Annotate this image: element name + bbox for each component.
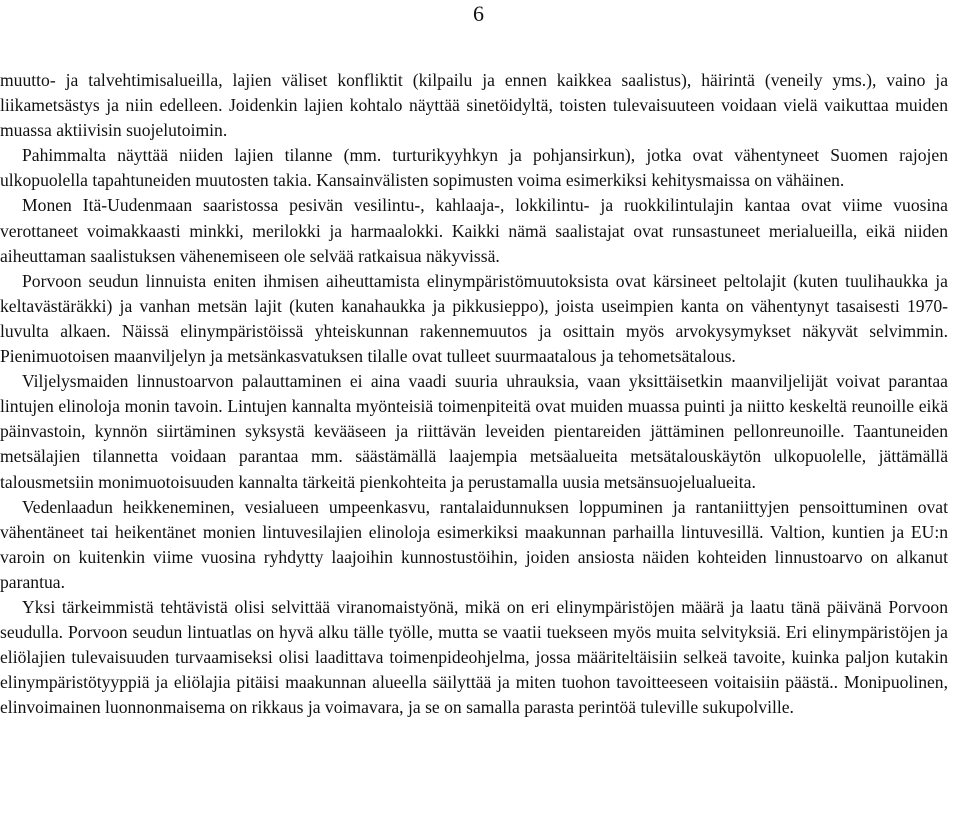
paragraph-continuation: muutto- ja talvehtimisalueilla, lajien väliset konfliktit (kilpailu ja ennen kaikkea saalistus), häirintä (veneily yms.), vaino ja liikametsästys ja niin edelleen. Joidenkin lajien kohtalo näyttää sinetöidyltä, toisten tulevaisuuteen voidaan vielä vaikuttaa muiden muassa aktiivisin suojelutoimin.	[0, 70, 948, 141]
paragraph: Viljelysmaiden linnustoarvon palauttaminen ei aina vaadi suuria uhrauksia, vaan yksittäisetkin maanviljelijät voivat parantaa lintujen elinoloja monin tavoin. Lintujen kannalta myönteisiä toimenpiteitä ovat muiden muassa puinti ja niitto keskeltä reunoille eikä päinvastoin, kynnön siirtäminen syksystä kevääseen ja riittävän leveiden pientareiden jättäminen pellonreunoille. Taantuneiden metsälajien tilannetta voidaan parantaa mm. säästämällä laajempia metsäalueita metsätalouskäytön ulkopuolelle, jättämällä talousmetsiin monimuotoisuuden kannalta tärkeitä pienkohteita ja perustamalla uusia metsänsuojelualueita.	[0, 371, 948, 492]
paragraph: Pahimmalta näyttää niiden lajien tilanne (mm. turturikyyhkyn ja pohjansirkun), jotka ovat vähentyneet Suomen rajojen ulkopuolella tapahtuneiden muutosten takia. Kansainvälisten sopimusten voima esimerkiksi kehitysmaissa on vähäinen.	[0, 145, 948, 191]
body-text	[0, 68, 948, 720]
paragraph: Vedenlaadun heikkeneminen, vesialueen umpeenkasvu, rantalaidunnuksen loppuminen ja rantaniittyjen pensoittuminen ovat vähentäneet tai heikentänet monien lintuvesilajien elinoloja esimerkiksi maakunnan parhailla lintuvesillä. Valtion, kuntien ja EU:n varoin on kuitenkin viime vuosina ryhdytty laajoihin kunnostustöihin, joiden ansiosta näiden kohteiden linnustoarvo on alkanut parantua.	[0, 496, 948, 592]
page-number: 6	[473, 1, 484, 26]
paragraph: Yksi tärkeimmistä tehtävistä olisi selvittää viranomaistyönä, mikä on eri elinympäristöjen määrä ja laatu tänä päivänä Porvoon seudulla. Porvoon seudun lintuatlas on hyvä alku tälle työlle, mutta se vaatii tuekseen myös muita selvityksiä. Eri elinympäristöjen ja eliölajien tulevaisuuden turvaamiseksi olisi laadittava toimenpideohjelma, jossa määriteltäisiin selkeä tavoite, kuinka paljon kutakin elinympäristötyyppiä ja eliölajia pitäisi maakunnan alueella säilyttää ja miten tuohon tavoitteeseen voitaisiin päästä.. Monipuolinen, elinvoimainen luonnonmaisema on rikkaus ja voimavara, ja se on samalla parasta perintöä tuleville sukupolville.	[0, 596, 948, 718]
paragraph: Monen Itä-Uudenmaan saaristossa pesivän vesilintu-, kahlaaja-, lokkilintu- ja ruokkilintulajin kantaa ovat viime vuosina verottaneet voimakkaasti minkki, merilokki ja harmaalokki. Kaikki nämä saalistajat ovat runsastuneet merialueilla, eikä niiden aiheuttaman saalistuksen vähenemiseen ole selvää ratkaisua näkyvissä.	[0, 195, 948, 266]
paragraph: Porvoon seudun linnuista eniten ihmisen aiheuttamista elinympäristömuutoksista ovat kärsineet peltolajit (kuten tuulihaukka ja keltavästäräkki) ja vanhan metsän lajit (kuten kanahaukka ja pikkusieppo), joista useimpien kanta on vähentynyt tasaisesti 1970-luvulta alkaen. Näissä elinympäristöissä yhteiskunnan rakennemuutos ja osittain myös arvokysymykset näkyvät selvimmin. Pienimuotoisen maanviljelyn ja metsänkasvatuksen tilalle ovat tulleet suurmaatalous ja tehometsätalous.	[0, 270, 948, 367]
